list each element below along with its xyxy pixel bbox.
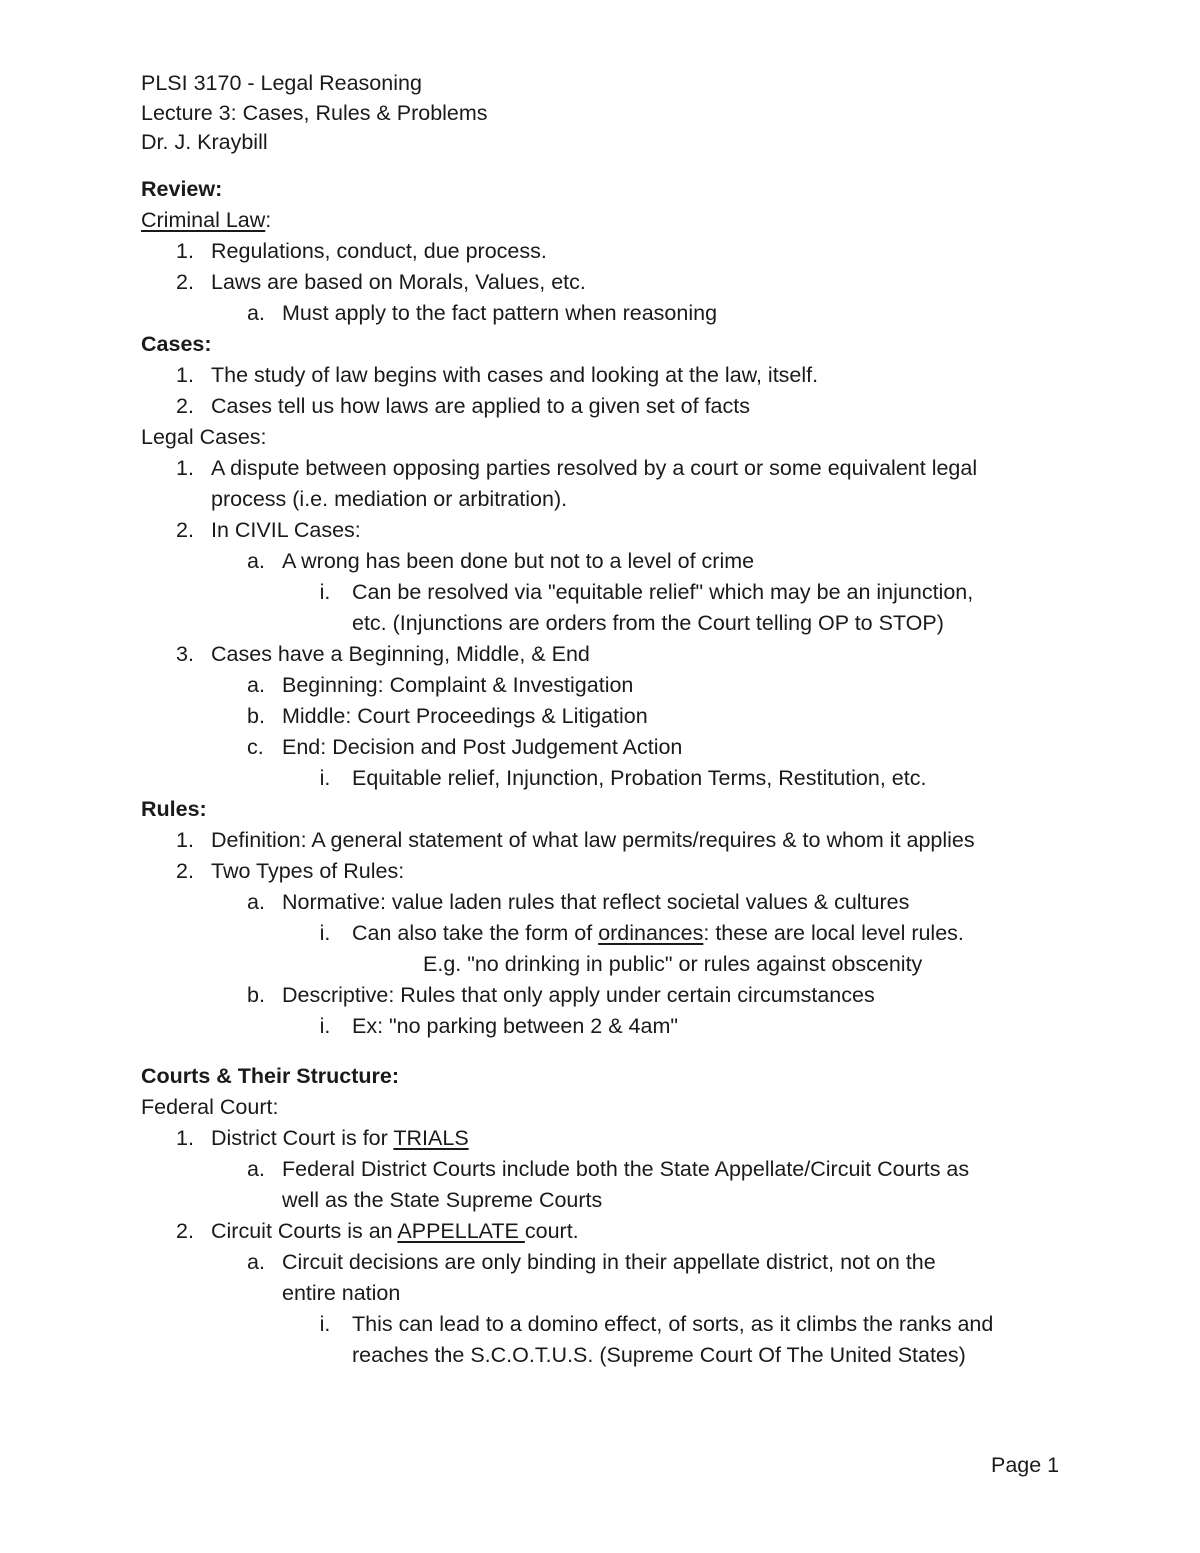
list-item	[141, 825, 1081, 856]
cases-heading: Cases:	[141, 332, 212, 356]
list-item-text: Two Types of Rules:	[211, 859, 405, 883]
list-marker: i.	[319, 1014, 331, 1038]
list-item-text: Laws are based on Morals, Values, etc.	[211, 270, 586, 294]
list-marker: a.	[247, 1157, 265, 1181]
list-item-text-pre: Circuit Courts is an	[211, 1219, 398, 1243]
list-marker: c.	[247, 735, 264, 759]
page-number: Page 1	[991, 1453, 1060, 1477]
list-item	[141, 980, 1081, 1011]
list-item	[141, 546, 1081, 577]
list-marker: i.	[319, 766, 331, 790]
list-item-text: Beginning: Complaint & Investigation	[282, 673, 634, 697]
list-item	[141, 515, 1081, 546]
list-item-text: Regulations, conduct, due process.	[211, 239, 547, 263]
document-header	[141, 69, 488, 158]
list-marker: 1.	[176, 239, 194, 263]
courts-heading: Courts & Their Structure:	[141, 1064, 400, 1088]
list-item	[141, 763, 1081, 794]
list-item-continuation: well as the State Supreme Courts	[282, 1188, 603, 1212]
document-body	[141, 174, 1081, 1371]
list-item	[141, 918, 1081, 949]
list-item	[141, 1123, 1081, 1154]
instructor-name: Dr. J. Kraybill	[141, 130, 268, 154]
list-marker: 2.	[176, 270, 194, 294]
list-item	[141, 267, 1081, 298]
list-item-text: Circuit decisions are only binding in their appellate district, not on the	[282, 1250, 936, 1274]
list-item	[141, 1216, 1081, 1247]
list-marker: 2.	[176, 859, 194, 883]
section-gap	[141, 1042, 1081, 1061]
list-marker: a.	[247, 890, 265, 914]
list-item-text: The study of law begins with cases and looking at the law, itself.	[211, 363, 819, 387]
list-marker: a.	[247, 549, 265, 573]
list-item-continuation: etc. (Injunctions are orders from the Court telling OP to STOP)	[352, 611, 944, 635]
list-marker: b.	[247, 983, 265, 1007]
list-item-text: End: Decision and Post Judgement Action	[282, 735, 683, 759]
list-item	[141, 1011, 1081, 1042]
list-marker: i.	[319, 580, 331, 604]
list-item-text: This can lead to a domino effect, of sorts, as it climbs the ranks and	[352, 1312, 994, 1336]
list-item-text: Ex: "no parking between 2 & 4am"	[352, 1014, 679, 1038]
list-item	[141, 453, 1081, 484]
list-item-text: Federal District Courts include both the State Appellate/Circuit Courts as	[282, 1157, 970, 1181]
list-item-text: Can be resolved via "equitable relief" which may be an injunction,	[352, 580, 974, 604]
list-item-continuation: process (i.e. mediation or arbitration).	[211, 487, 568, 511]
list-item	[141, 732, 1081, 763]
list-item	[141, 1154, 1081, 1185]
criminal-law-term: Criminal Law	[141, 208, 266, 232]
list-marker: 3.	[176, 642, 194, 666]
legal-cases-label: Legal Cases:	[141, 425, 267, 449]
list-item	[141, 1247, 1081, 1278]
list-item	[141, 236, 1081, 267]
list-marker: 2.	[176, 518, 194, 542]
list-item	[141, 577, 1081, 608]
list-item-continuation: entire nation	[282, 1281, 401, 1305]
list-item-text-pre: District Court is for	[211, 1126, 394, 1150]
list-marker: 1.	[176, 1126, 194, 1150]
list-marker: a.	[247, 673, 265, 697]
list-marker: a.	[247, 1250, 265, 1274]
list-marker: 1.	[176, 363, 194, 387]
list-item-text: Normative: value laden rules that reflect societal values & cultures	[282, 890, 910, 914]
lecture-title: Lecture 3: Cases, Rules & Problems	[141, 100, 488, 125]
list-item-text: A dispute between opposing parties resolved by a court or some equivalent legal	[211, 456, 978, 480]
list-item	[141, 391, 1081, 422]
example-line: E.g. "no drinking in public" or rules against obscenity	[423, 952, 923, 976]
list-item-text: Definition: A general statement of what law permits/requires & to whom it applies	[211, 828, 975, 852]
federal-court-label: Federal Court:	[141, 1095, 279, 1119]
list-marker: 1.	[176, 456, 194, 480]
list-item	[141, 639, 1081, 670]
list-item	[141, 887, 1081, 918]
list-item	[141, 298, 1081, 329]
course-title: PLSI 3170 - Legal Reasoning	[141, 71, 422, 95]
list-item-text: A wrong has been done but not to a level of crime	[282, 549, 755, 573]
list-item-text-post: court.	[524, 1219, 579, 1243]
list-marker: 1.	[176, 828, 194, 852]
list-item	[141, 360, 1081, 391]
trials-term: TRIALS	[393, 1126, 469, 1150]
ordinances-term: ordinances	[598, 921, 704, 945]
list-marker: i.	[319, 1312, 331, 1336]
list-item	[141, 701, 1081, 732]
list-marker: b.	[247, 704, 265, 728]
appellate-term: APPELLATE	[397, 1219, 525, 1243]
list-item-text: Middle: Court Proceedings & Litigation	[282, 704, 648, 728]
list-item-text: In CIVIL Cases:	[211, 518, 361, 542]
list-item-text: Descriptive: Rules that only apply under certain circumstances	[282, 983, 875, 1007]
list-marker: 2.	[176, 394, 194, 418]
list-item-text-post: : these are local level rules.	[703, 921, 964, 945]
list-marker: a.	[247, 301, 265, 325]
list-item-continuation: reaches the S.C.O.T.U.S. (Supreme Court Of The United States)	[352, 1343, 966, 1367]
list-item-text: Cases have a Beginning, Middle, & End	[211, 642, 590, 666]
list-item	[141, 670, 1081, 701]
list-item-text: Equitable relief, Injunction, Probation Terms, Restitution, etc.	[352, 766, 927, 790]
list-item	[141, 856, 1081, 887]
criminal-law-colon: :	[265, 208, 272, 232]
rules-heading: Rules:	[141, 797, 207, 821]
list-item-text: Cases tell us how laws are applied to a given set of facts	[211, 394, 750, 418]
list-marker: i.	[319, 921, 331, 945]
list-item-text-pre: Can also take the form of	[352, 921, 599, 945]
list-item	[141, 1309, 1081, 1340]
list-marker: 2.	[176, 1219, 194, 1243]
review-heading: Review:	[141, 177, 223, 201]
criminal-law-label	[141, 205, 1081, 236]
list-item-text: Must apply to the fact pattern when reasoning	[282, 301, 718, 325]
